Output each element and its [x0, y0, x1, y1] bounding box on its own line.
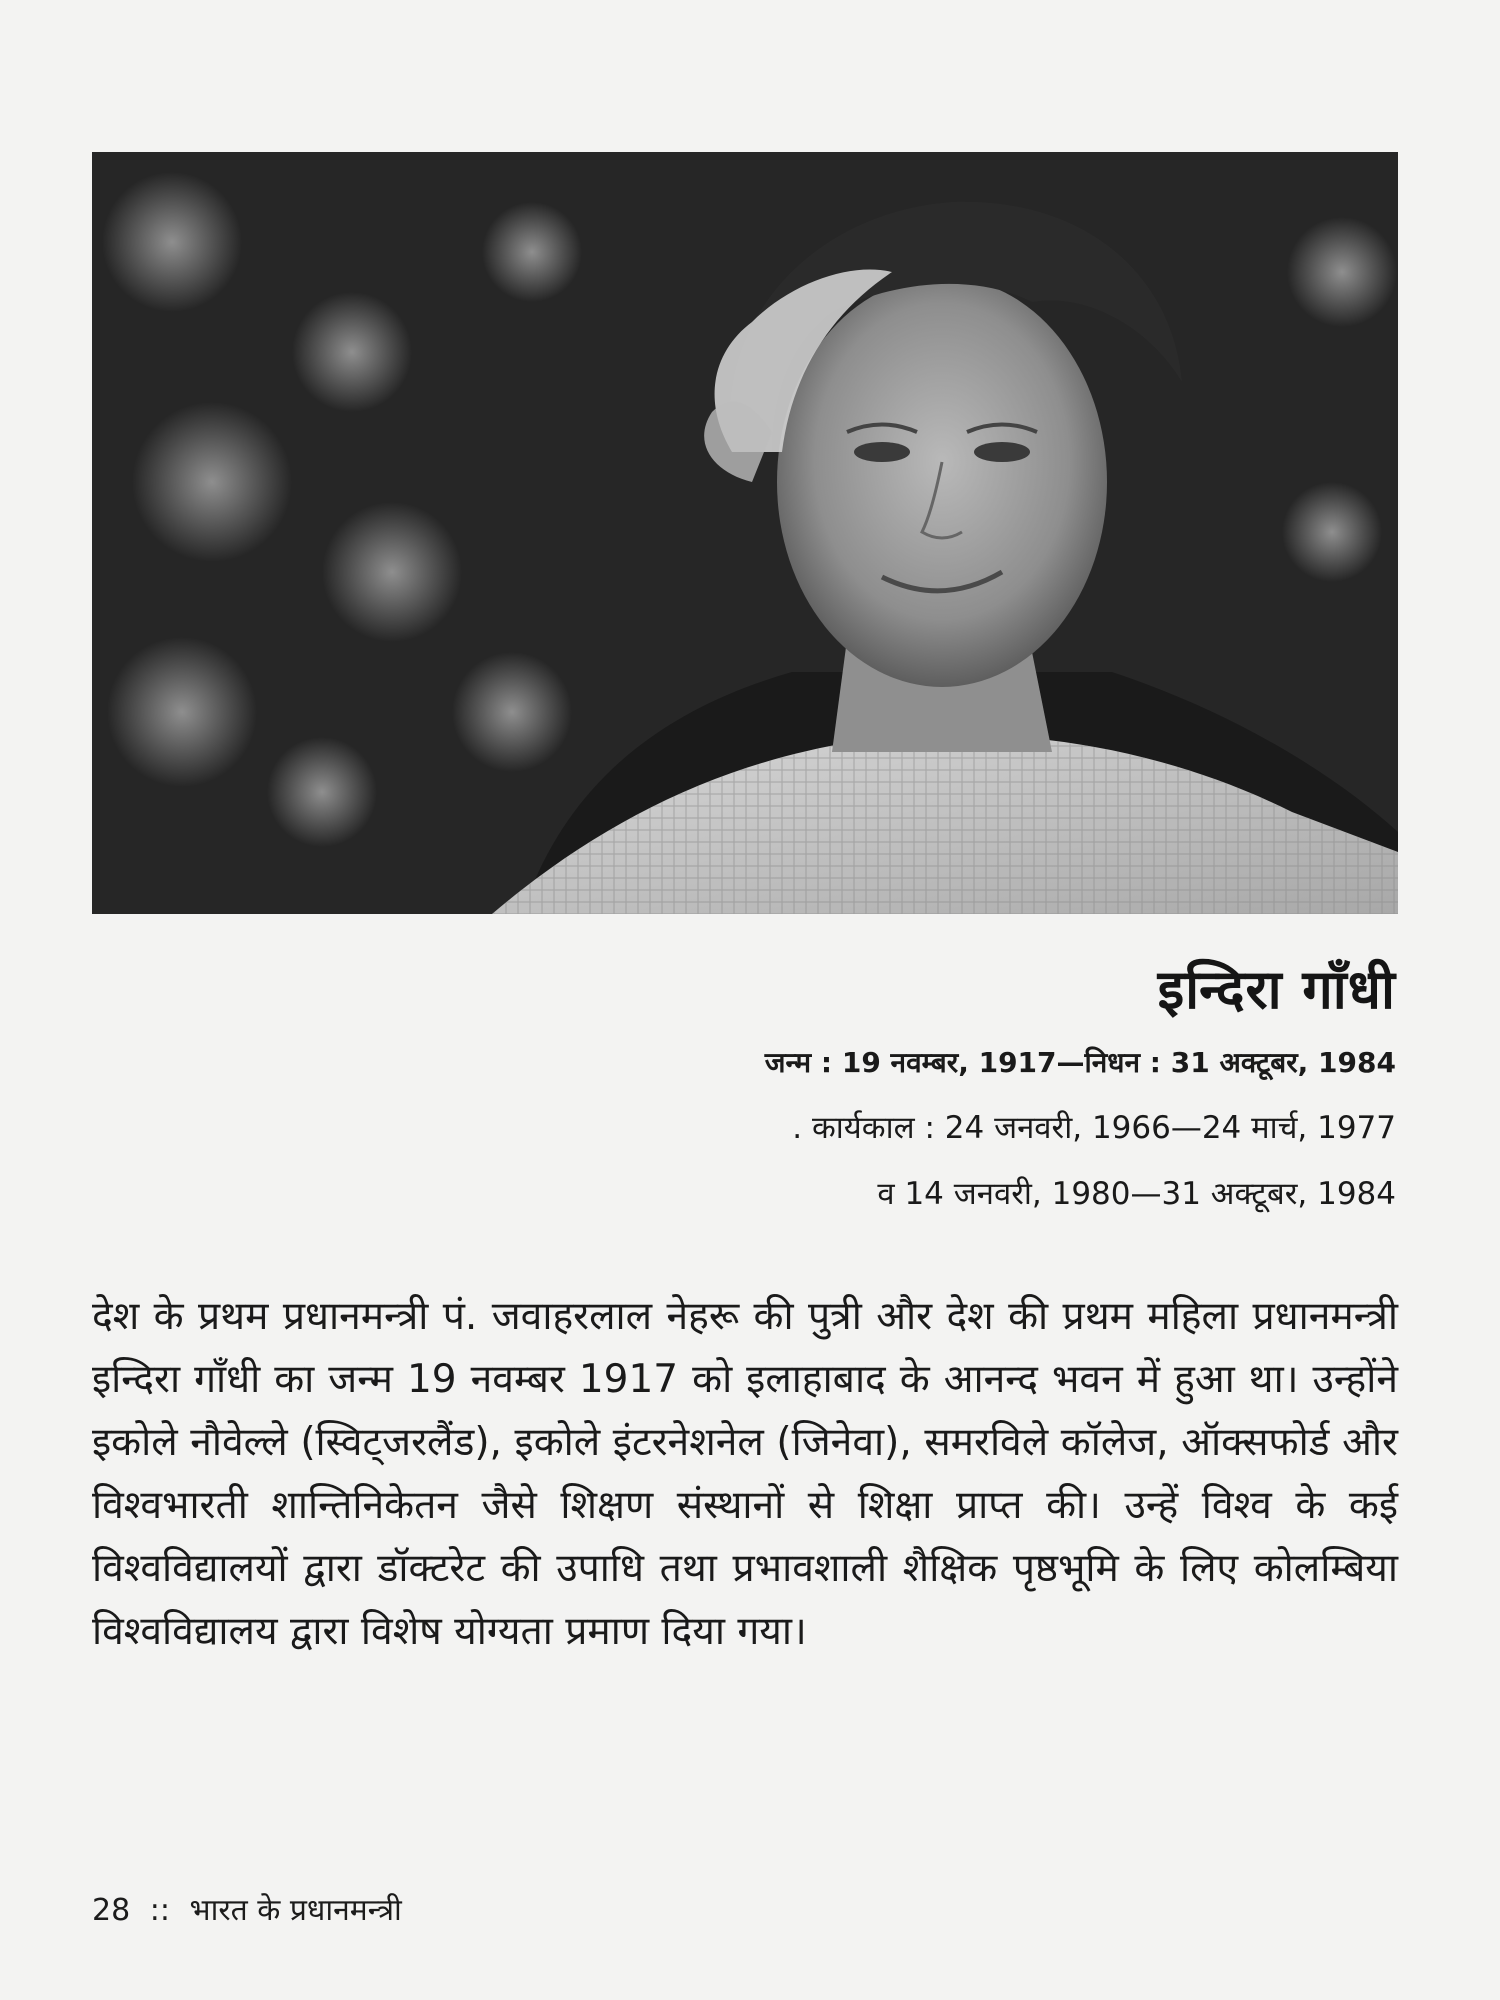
person-name-heading: इन्दिरा गाँधी [1157, 958, 1396, 1021]
book-title: भारत के प्रधानमन्त्री [189, 1893, 402, 1928]
page-footer [92, 1888, 402, 1929]
tenure-second-term: व 14 जनवरी, 1980—31 अक्टूबर, 1984 [877, 1176, 1396, 1212]
tenure-first-term: . कार्यकाल : 24 जनवरी, 1966—24 मार्च, 1977 [792, 1110, 1396, 1146]
biography-paragraph: देश के प्रथम प्रधानमन्त्री पं. जवाहरलाल नेहरू की पुत्री और देश की प्रथम महिला प्रधानमन्त्री इन्दिरा गाँधी का जन्म 19 नवम्बर 1917 को इलाहाबाद के आनन्द भवन में हुआ था। उन्होंने इकोले नौवेल्ले (स्विट्जरलैंड), इकोले इंटरनेशनेल (जिनेवा), समरविले कॉलेज, ऑक्सफोर्ड और विश्वभारती शान्तिनिकेतन जैसे शिक्षण संस्थानों से शिक्षा प्राप्त की। उन्हें विश्व के कई विश्वविद्यालयों द्वारा डॉक्टरेट की उपाधि तथा प्रभावशाली शैक्षिक पृष्ठभूमि के लिए कोलम्बिया विश्वविद्यालय द्वारा विशेष योग्यता प्रमाण दिया गया। [92, 1294, 1398, 1654]
page-number: 28 [92, 1893, 131, 1928]
portrait-photo [92, 152, 1398, 914]
birth-death-dates: जन्म : 19 नवम्बर, 1917—निधन : 31 अक्टूबर, 1984 [764, 1046, 1396, 1079]
footer-separator: :: [149, 1893, 170, 1928]
